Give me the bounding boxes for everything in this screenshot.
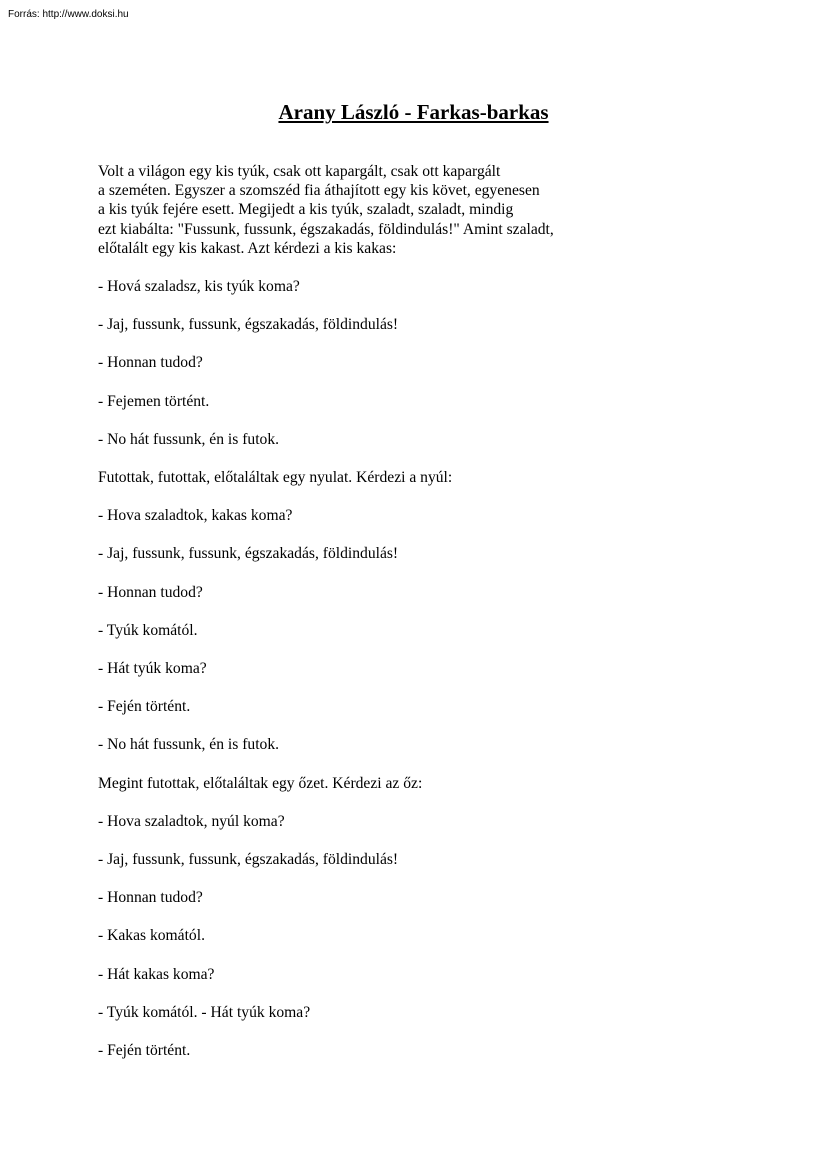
page-title: Arany László - Farkas-barkas xyxy=(278,100,549,124)
dialogue-line: - Honnan tudod? xyxy=(98,889,203,907)
dialogue-line: - Hát kakas koma? xyxy=(98,965,215,983)
dialogue-line: - Hova szaladtok, kakas koma? xyxy=(98,507,293,525)
intro-line: a kis tyúk fejére esett. Megijedt a kis tyúk, szaladt, szaladt, mindig xyxy=(98,201,514,219)
intro-paragraph xyxy=(98,162,798,258)
dialogue-line: - No hát fussunk, én is futok. xyxy=(98,736,280,754)
dialogue-line: - Fején történt. xyxy=(98,698,191,716)
dialogue-line: - Hova szaladtok, nyúl koma? xyxy=(98,812,285,830)
narration-line: Futottak, futottak, előtaláltak egy nyulat. Kérdezi a nyúl: xyxy=(98,469,453,487)
dialogue-line: - Hová szaladsz, kis tyúk koma? xyxy=(98,278,300,296)
dialogue-line: - Jaj, fussunk, fussunk, égszakadás, földindulás! xyxy=(98,316,399,334)
dialogue-line: - Honnan tudod? xyxy=(98,583,203,601)
dialogue-line: - Jaj, fussunk, fussunk, égszakadás, földindulás! xyxy=(98,545,399,563)
dialogue-line: - Hát tyúk koma? xyxy=(98,660,207,678)
intro-line: a szeméten. Egyszer a szomszéd fia áthajított egy kis követ, egyenesen xyxy=(98,182,540,200)
source-header: Forrás: http://www.doksi.hu xyxy=(8,9,129,20)
dialogue-line: - Fején történt. xyxy=(98,1042,191,1060)
intro-line: Volt a világon egy kis tyúk, csak ott kapargált, csak ott kapargált xyxy=(98,163,501,180)
dialogue-line: - Honnan tudod? xyxy=(98,354,203,372)
dialogue-line: - Jaj, fussunk, fussunk, égszakadás, földindulás! xyxy=(98,851,399,869)
dialogue-line: - Kakas komától. xyxy=(98,927,205,945)
dialogue-line: - Tyúk komától. - Hát tyúk koma? xyxy=(98,1003,311,1021)
story-body xyxy=(98,162,798,1060)
dialogue-line: - No hát fussunk, én is futok. xyxy=(98,430,280,448)
dialogue-line: - Fejemen történt. xyxy=(98,392,210,410)
intro-line: ezt kiabálta: "Fussunk, fussunk, égszakadás, földindulás!" Amint szaladt, xyxy=(98,220,554,238)
dialogue-line: - Tyúk komától. xyxy=(98,621,198,639)
narration-line: Megint futottak, előtaláltak egy őzet. Kérdezi az őz: xyxy=(98,774,423,792)
intro-line: előtalált egy kis kakast. Azt kérdezi a kis kakas: xyxy=(98,239,397,257)
